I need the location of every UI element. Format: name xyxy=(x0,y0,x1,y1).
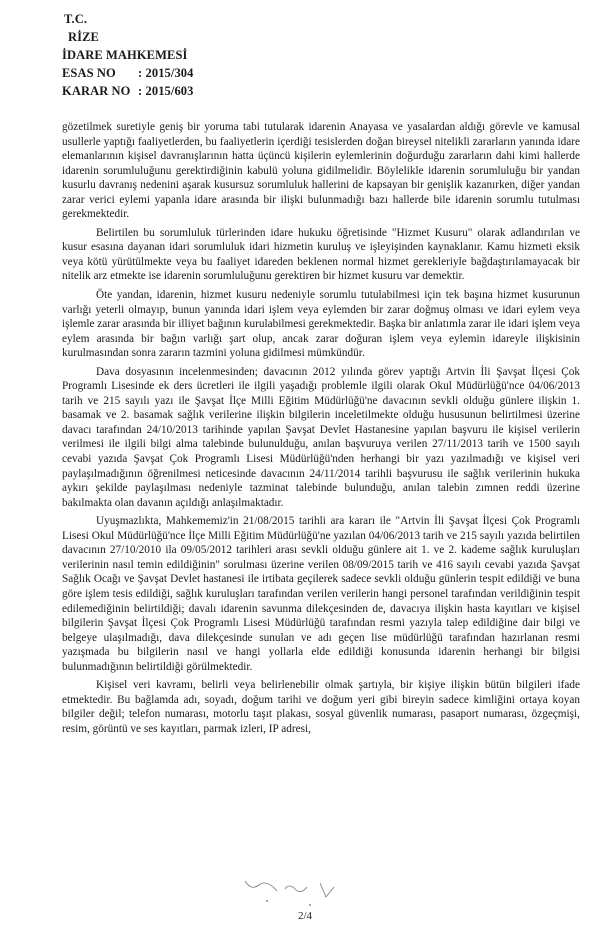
paragraph: Kişisel veri kavramı, belirli veya belirlenebilir olmak şartıyla, bir kişiye ilişkin bütün bilgileri ifade etmektedir. Bu bağlamda adı, soyadı, doğum tarihi ve doğum yeri gibi bireyin sadece kimliğini ortaya koyan bilgiler değil; telefon numarası, motorlu taşıt plakası, sosyal güvenlik numarası, pasaport numarası, özgeçmişi, resim, görüntü ve ses kayıtları, parmak izleri, IP adresi, xyxy=(62,679,580,735)
document-header xyxy=(62,10,194,100)
paragraph: Öte yandan, idarenin, hizmet kusuru nedeniyle sorumlu tutulabilmesi için tek başına hizmet kusurunun varlığı yeterli olmayıp, bunun yanında idari işlem veya eylemden bir zarar doğmuş olması ve idari eylem veya işlemle zarar arasında bir illiyet bağının kurulabilmesi gerekmektedir. Başka bir anlatımla zarar ile idari işlem veya eylem arasında bir bağın varlığı şart olup, ancak zarar doğuran işlem veya eylemin idareyle ilişkisinin kurulmasından sonra zararın tazmini yoluna gidilmesi mümkündür. xyxy=(62,289,580,360)
paragraph: Uyuşmazlıkta, Mahkememiz'in 21/08/2015 tarihli ara kararı ile "Artvin İli Şavşat İlçesi Çok Programlı Lisesi Okul Müdürlüğü'nce İlçe Milli Eğitim Müdürlüğü'ne yazılan 04/06/2013 tarih ve 215 sayılı yazıda belirtilen davacının 27/10/2010 ila 09/05/2012 tarihleri arası sevkli olduğu günlere ait 1. ve 2. kademe sağlık kuruluşları verilerinin nasıl temin edildiğinin" sorulması üzerine verilen 08/09/2015 tarih ve 416 sayılı cevabi yazıda Şavşat Sağlık Ocağı ve Şavşat Devlet hastanesi ile irtibata geçilerek sadece sevkli olduğu günlerin tespit edildiği ve buna göre işlem tesis edildiği, sağlık kuruluşları tarafından verilen verilerin hangi personel tarafından verildiğinin tespit edilemediğinin belirtildiği; davalı idarenin savunma dilekçesinden de, davacıya ilişkin hasta kayıtları ve kişisel bilgilerin Şavşat İlçesi Çok Programlı Lisesi Müdürlüğü tarafından resmi yazıyla talep edildiğine dair bilgi ve belgeye ulaşılmadığı, dava dilekçesinde sunulan ve adı geçen lise müdürlüğü tarafından hazırlanan resmi yazışmada bu bilgilerin nasıl ve hangi yollarla elde edildiği konusunda idarenin herhangi bir bilgisi bulunmadığının belirtildiği görülmektedir. xyxy=(62,515,580,673)
scan-marks xyxy=(215,875,375,915)
karar-row xyxy=(62,82,194,100)
stamp-scribble xyxy=(215,875,375,915)
paragraph: Dava dosyasının incelenmesinden; davacının 2012 yılında görev yaptığı Artvin İli Şavşat İlçesi Çok Programlı Lisesinde ek ders ücretleri ile ilgili yaşadığı problemle ilgili olarak Okul Müdürlüğü'nce 04/06/2013 tarih ve 215 sayılı yazı ile Şavşat İlçe Milli Eğitim Müdürlüğü'ne davacının sevkli olduğu günlere ilişkin 1. basamak ve 2. basamak sağlık verilerine ilişkin bilgilerin inceletilmekte olduğu hususunun belirtilmesi üzerine davacı tarafından 24/10/2013 tarihinde yapılan Şavşat Devlet Hastanesine yapılan başvuru ile kişisel verilerin verilmesi ile ilgili bilgi alma talebinde bulunulduğu, anılan başvuruya verilen 27/11/2013 tarih ve 1500 sayılı cevabi yazıda Şavşat Çok Programlı Lisesi Müdürlüğü'nden herhangi bir yazı yazılmadığı ve kişisel veri paylaşılmadığının öğrenilmesi neticesinde davacının 24/11/2014 tarihli başvurusu ile sağlık verilerinin hukuka aykırı şekilde paylaşılması nedeniyle tazminat talebinde bulunduğu, anılan talebin zımnen reddi üzerine bakılmakta olan davanın açıldığı anlaşılmaktadır. xyxy=(62,365,580,509)
karar-value: : 2015/603 xyxy=(138,84,194,98)
page-number: 2/4 xyxy=(297,910,313,922)
header-court: İDARE MAHKEMESİ xyxy=(62,48,188,62)
header-city: RİZE xyxy=(68,30,99,44)
document-body xyxy=(62,120,580,740)
paragraph: Belirtilen bu sorumluluk türlerinden idare hukuku öğretisinde "Hizmet Kusuru" olarak adlandırılan ve kusur esasına dayanan idari sorumluluk idari hizmetin kuruluş ve işleyişinden kaynaklanır. Kamu hizmeti eksik veya kötü yürütülmekte veya bu faaliyet idareden beklenen normal hizmet gerekleriyle bağdaştırılamayacak bir nitelik arz etmekte ise idarenin sorumluluğunu gerektiren bir hizmet kusuru var demektir. xyxy=(62,226,580,283)
paragraph: gözetilmek suretiyle geniş bir yoruma tabi tutularak idarenin Anayasa ve yasalardan aldığı görevle ve kamusal usullerle yaptığı faaliyetlerden, bu faaliyetlerin içerdiği tesislerden doğan bireysel nitelikli zararların yanında idare elemanlarının kişisel davranışlarının hatta üçüncü kişilerin eylemlerinin doğurduğu zararların dahi kimi hallerde idarenin sorumluluğunu gerektirdiğinin kabulü yoluna gidilmelidir. Böylelikle idarenin sorumluluğu bir yandan kusurlu davranış nedenini aşarak kusursuz sorumluluk hallerini de kapsayan bir genişlik kazanırken, diğer yandan zarar verici eylemi yapanla idare arasında bir ilişki bulunmadığı bazı hallerde bile idarenin sorumlu tutulması gerekmektedir. xyxy=(62,121,580,221)
esas-value: : 2015/304 xyxy=(138,66,194,80)
esas-label: ESAS NO xyxy=(62,66,116,80)
page-footer xyxy=(0,910,600,922)
esas-row xyxy=(62,64,194,82)
header-country: T.C. xyxy=(64,12,88,26)
karar-label: KARAR NO xyxy=(62,84,131,98)
